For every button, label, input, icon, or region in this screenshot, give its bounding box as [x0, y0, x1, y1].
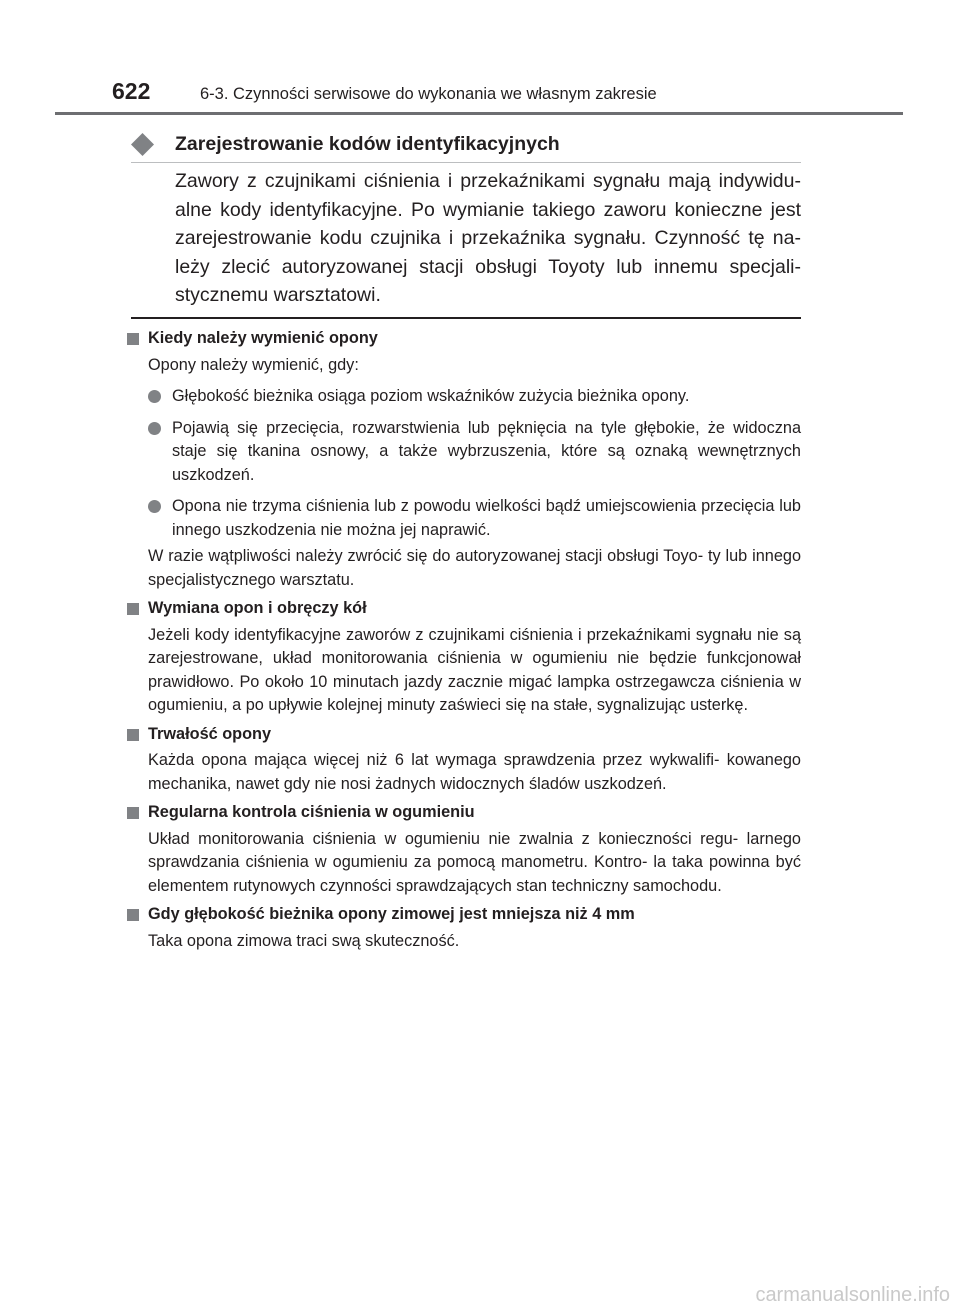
- site-watermark: carmanualsonline.info: [755, 1284, 950, 1306]
- subsection-heading: [127, 801, 801, 825]
- square-bullet-icon: [127, 807, 139, 819]
- list-item-text: Opona nie trzyma ciśnienia lub z powodu wielkości bądź umiejscowienia przecięcia lub innego uszkodzenia nie można jej naprawić.: [172, 497, 801, 539]
- list-item: [127, 495, 801, 542]
- subsection-text: Jeżeli kody identyfikacyjne zaworów z czujnikami ciśnienia i przekaźnikami sygnału nie są zarejestrowane, układ monitorowania ciśnienia w ogumieniu nie będzie funkcjonował prawidłowo. Po około 10 minutach jazdy zacznie migać lampka ostrzegawcza ciśnienia w ogumieniu, a po upływie kolejnej minuty zaświeci się na stałe, sygnalizując usterkę.: [148, 625, 801, 714]
- list-item: [127, 385, 801, 409]
- square-bullet-icon: [127, 333, 139, 345]
- subsection-heading: [127, 903, 801, 927]
- subsection-title: Trwałość opony: [148, 724, 272, 743]
- notes-content: [127, 327, 801, 953]
- subsection-heading: [127, 723, 801, 747]
- intro-text: Zawory z czujnikami ciśnienia i przekaźnikami sygnału mają indywidu- alne kody identyfikacyjne. Po wymianie takiego zaworu konieczne jest zarejestrowanie kodu czujnika i przekaźnika sygnału. Czynność tę na- leży zlecić autoryzowanej stacji obsługi Toyoty lub innemu specjali- stycznemu warsztatowi.: [175, 170, 801, 306]
- list-item: [127, 417, 801, 488]
- subsection-note: W razie wątpliwości należy zwrócić się do autoryzowanej stacji obsługi Toyo- ty lub innego specjalistycznego warsztatu.: [148, 547, 801, 589]
- subsection-lead: Opony należy wymienić, gdy:: [148, 355, 359, 374]
- subsection-text: Układ monitorowania ciśnienia w ogumieniu nie zwalnia z konieczności regu- larnego sprawdzania ciśnienia w ogumieniu za pomocą manometru. Kontro- la taka powinna być elementem rutynowych czynności sprawdzających stan techniczny samochodu.: [148, 829, 801, 895]
- chapter-title: 6-3. Czynności serwisowe do wykonania we własnym zakresie: [200, 85, 657, 103]
- square-bullet-icon: [127, 729, 139, 741]
- square-bullet-icon: [127, 909, 139, 921]
- circle-bullet-icon: [148, 500, 161, 513]
- content-divider: [131, 317, 801, 319]
- subsection-title: Gdy głębokość bieżnika opony zimowej jest mniejsza niż 4 mm: [148, 905, 635, 923]
- section-title: Zarejestrowanie kodów identyfikacyjnych: [175, 133, 560, 155]
- list-item-text: Głębokość bieżnika osiąga poziom wskaźników zużycia bieżnika opony.: [172, 387, 690, 405]
- subsection-heading: [127, 597, 801, 621]
- diamond-icon: [131, 133, 154, 156]
- page-number: 622: [112, 78, 151, 104]
- page-header: [112, 78, 912, 112]
- circle-bullet-icon: [148, 390, 161, 403]
- subsection-heading: [127, 327, 801, 351]
- subsection-title: Kiedy należy wymienić opony: [148, 329, 378, 347]
- subsection-text: Każda opona mająca więcej niż 6 lat wymaga sprawdzenia przez wykwalifi- kowanego mechanika, nawet gdy nie nosi żadnych widocznych śladów uszkodzeń.: [148, 751, 801, 793]
- section-divider: [131, 162, 801, 163]
- subsection-text: Taka opona zimowa traci swą skuteczność.: [148, 931, 460, 950]
- circle-bullet-icon: [148, 422, 161, 435]
- list-item-text: Pojawią się przecięcia, rozwarstwienia lub pęknięcia na tyle głębokie, że widoczna staje się tkanina osnowy, a także wybrzuszenia, które są oznaką wewnętrznych uszkodzeń.: [172, 418, 801, 484]
- square-bullet-icon: [127, 603, 139, 615]
- header-divider: [55, 112, 903, 115]
- subsection-title: Wymiana opon i obręczy kół: [148, 599, 367, 617]
- intro-block: [175, 167, 801, 310]
- subsection-title: Regularna kontrola ciśnienia w ogumieniu: [148, 803, 475, 821]
